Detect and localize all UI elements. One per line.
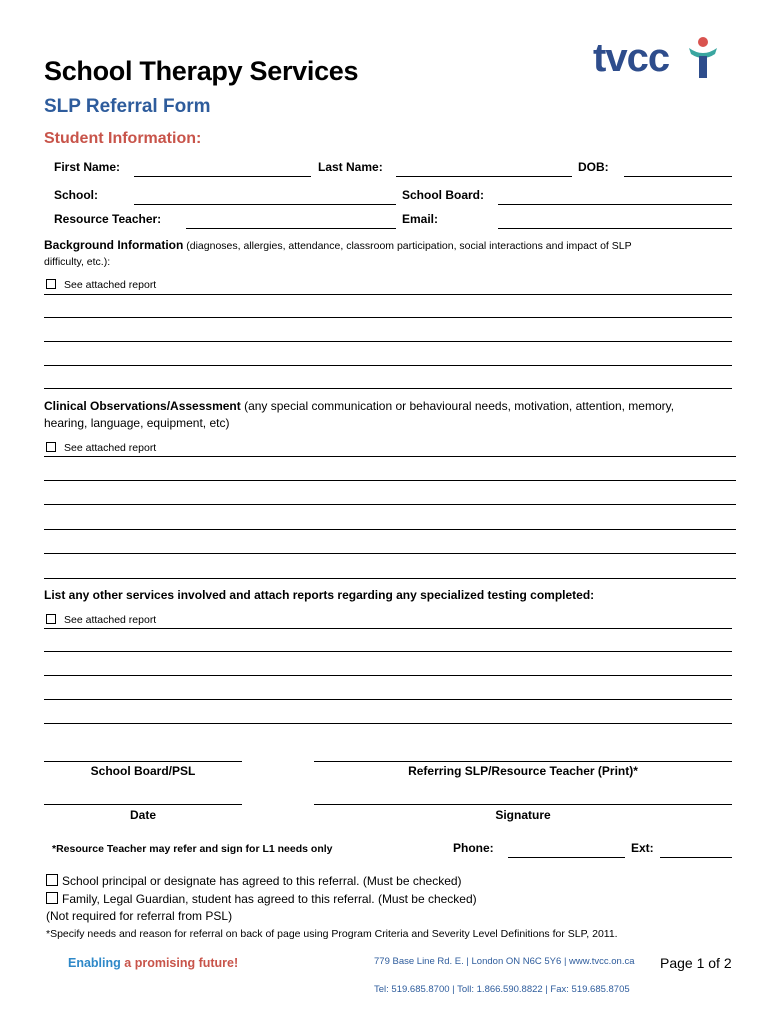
write-line[interactable]	[44, 628, 732, 629]
footer-address: 779 Base Line Rd. E. | London ON N6C 5Y6 | www.tvcc.on.ca	[374, 956, 635, 967]
tagline	[68, 956, 238, 970]
write-line[interactable]	[44, 317, 732, 318]
tagline-rest: a promising future!	[124, 956, 239, 970]
clinical-heading: Clinical Observations/Assessment	[44, 399, 241, 413]
write-line[interactable]	[44, 651, 732, 652]
school-label: School:	[54, 188, 98, 202]
referring-label: Referring SLP/Resource Teacher (Print)*	[408, 764, 638, 778]
background-attached-option[interactable]	[46, 279, 156, 291]
write-line[interactable]	[44, 675, 732, 676]
write-line[interactable]	[44, 480, 736, 481]
write-line[interactable]	[44, 365, 732, 366]
clinical-attached-option[interactable]	[46, 442, 156, 454]
write-line[interactable]	[44, 529, 736, 530]
form-subtitle: SLP Referral Form	[44, 96, 211, 117]
school-field[interactable]	[134, 204, 396, 205]
checkbox-icon[interactable]	[46, 892, 58, 904]
attached-label: See attached report	[64, 279, 157, 291]
school-board-field[interactable]	[498, 204, 732, 205]
services-heading: List any other services involved and attach reports regarding any specialized testing completed:	[44, 588, 595, 602]
checkbox-icon[interactable]	[46, 874, 58, 886]
attached-label: See attached report	[64, 614, 157, 626]
student-info-heading: Student Information:	[44, 130, 202, 147]
write-line[interactable]	[44, 294, 732, 295]
resource-teacher-field[interactable]	[186, 228, 396, 229]
dob-label: DOB:	[578, 160, 609, 174]
family-agreement-label: Family, Legal Guardian, student has agreed to this referral. (Must be checked)	[62, 892, 477, 906]
school-board-psl-label: School Board/PSL	[90, 764, 196, 778]
background-info-text	[44, 238, 632, 252]
last-name-label: Last Name:	[318, 160, 383, 174]
write-line[interactable]	[44, 699, 732, 700]
family-agreement[interactable]	[46, 892, 477, 906]
email-label: Email:	[402, 212, 439, 226]
write-line[interactable]	[44, 456, 736, 457]
date-label: Date	[129, 808, 156, 822]
write-line[interactable]	[44, 504, 736, 505]
checkbox-icon[interactable]	[46, 614, 56, 624]
principal-agreement[interactable]	[46, 874, 462, 888]
date-line[interactable]	[44, 804, 242, 805]
ext-field[interactable]	[660, 857, 732, 858]
background-desc-2: difficulty, etc.):	[44, 256, 111, 268]
specify-note: *Specify needs and reason for referral on back of page using Program Criteria and Severity Level Definitions for SLP, 2011.	[46, 928, 618, 940]
footer-contacts: Tel: 519.685.8700 | Toll: 1.866.590.8822 | Fax: 519.685.8705	[374, 984, 630, 995]
page-title: School Therapy Services	[44, 56, 359, 86]
signature-label: Signature	[495, 808, 551, 822]
tagline-enabling: Enabling	[68, 956, 121, 970]
clinical-obs-text	[44, 399, 674, 413]
clinical-desc-2: hearing, language, equipment, etc)	[44, 416, 230, 430]
page-number: Page 1 of 2	[660, 955, 732, 971]
last-name-field[interactable]	[396, 176, 572, 177]
signature-line[interactable]	[314, 804, 732, 805]
clinical-desc: (any special communication or behavioural needs, motivation, attention, memory,	[240, 399, 675, 413]
checkbox-icon[interactable]	[46, 279, 56, 289]
dob-field[interactable]	[624, 176, 732, 177]
ext-label: Ext:	[631, 841, 654, 855]
background-heading: Background Information	[44, 238, 184, 252]
school-board-label: School Board:	[402, 188, 485, 202]
logo-text: tvcc	[593, 36, 670, 80]
referring-line[interactable]	[314, 761, 732, 762]
first-name-label: First Name:	[54, 160, 121, 174]
email-field[interactable]	[498, 228, 732, 229]
services-attached-option[interactable]	[46, 614, 156, 626]
attached-label: See attached report	[64, 442, 157, 454]
checkbox-icon[interactable]	[46, 442, 56, 452]
school-board-psl-line[interactable]	[44, 761, 242, 762]
psl-note: (Not required for referral from PSL)	[46, 909, 233, 923]
logo-figure-icon	[685, 36, 721, 80]
principal-agreement-label: School principal or designate has agreed to this referral. (Must be checked)	[62, 874, 462, 888]
phone-field[interactable]	[508, 857, 625, 858]
resource-teacher-label: Resource Teacher:	[54, 212, 162, 226]
resource-teacher-note: *Resource Teacher may refer and sign for L1 needs only	[52, 843, 333, 855]
write-line[interactable]	[44, 341, 732, 342]
first-name-field[interactable]	[134, 176, 311, 177]
write-line[interactable]	[44, 553, 736, 554]
tvcc-logo	[593, 34, 723, 84]
phone-label: Phone:	[453, 841, 494, 855]
write-line[interactable]	[44, 723, 732, 724]
background-desc: (diagnoses, allergies, attendance, classroom participation, social interactions and impact of SLP	[183, 240, 632, 252]
write-line[interactable]	[44, 578, 736, 579]
write-line[interactable]	[44, 388, 732, 389]
